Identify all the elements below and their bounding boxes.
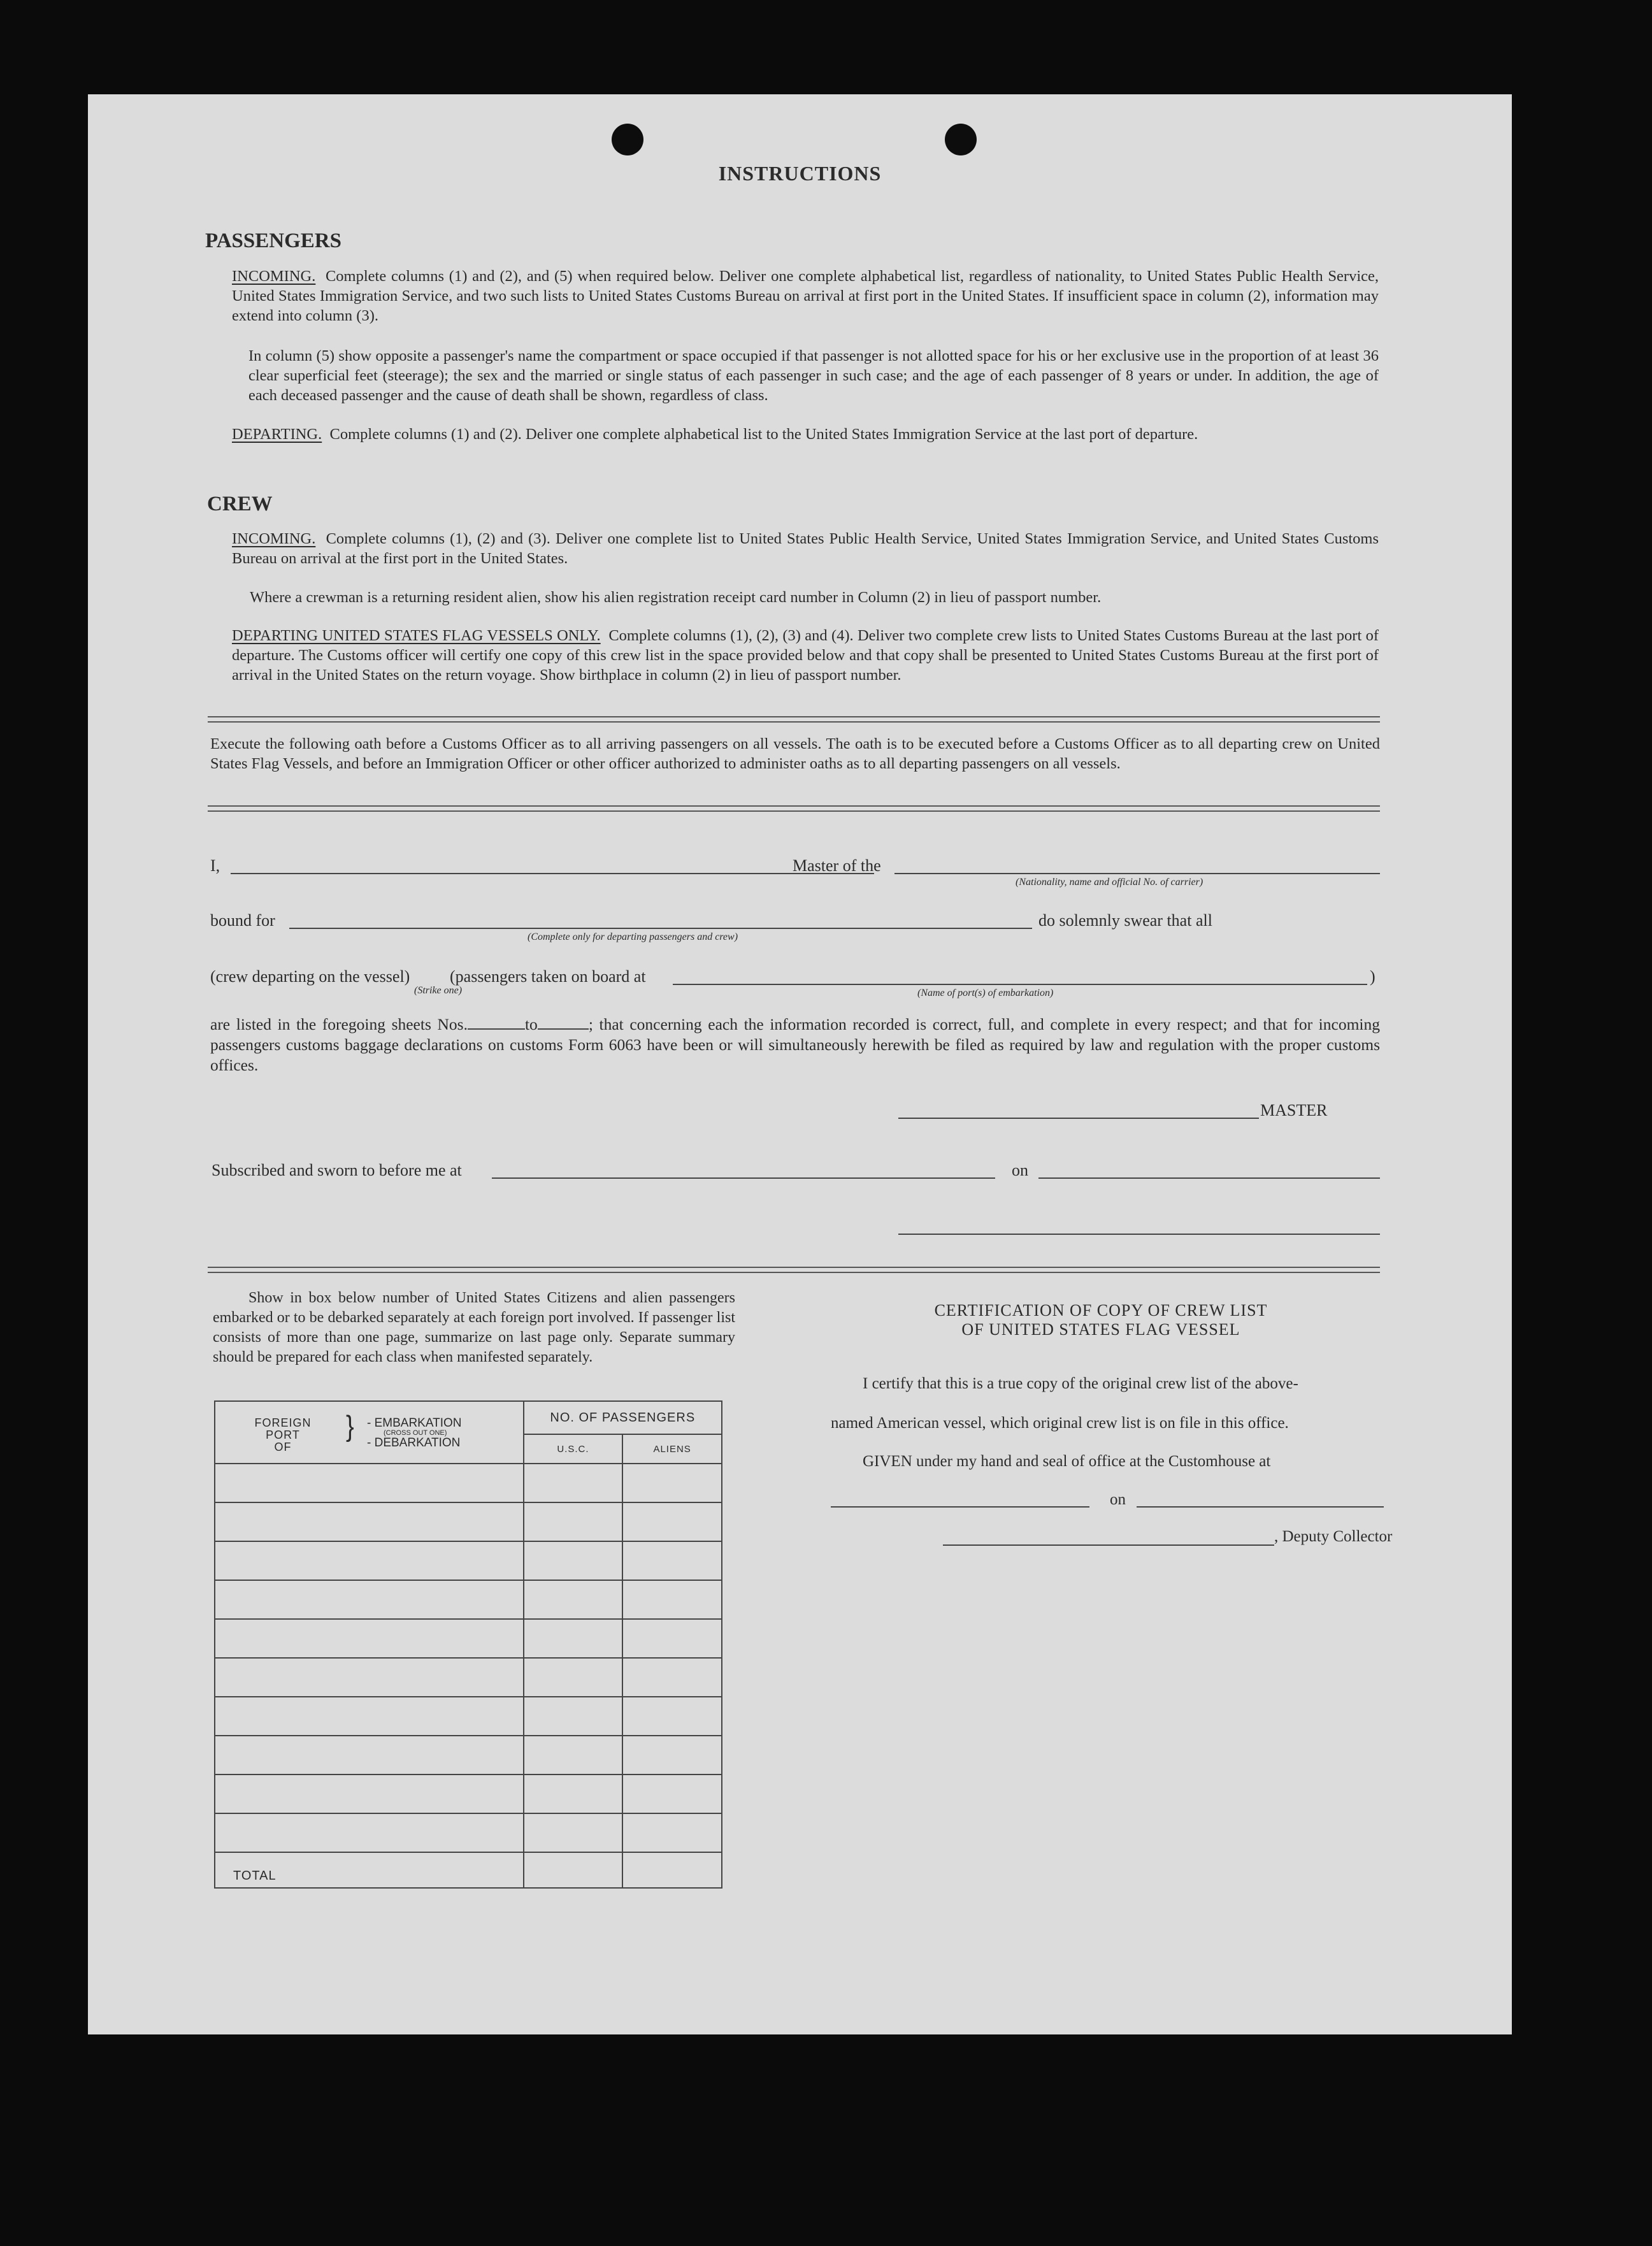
departing-note: (Complete only for departing passengers and crew) xyxy=(528,932,738,942)
port-cell[interactable] xyxy=(215,1813,524,1852)
embark-debark-options xyxy=(367,1417,462,1450)
crew-departing-text: Complete columns (1), (2), (3) and (4). Deliver two complete crew lists to United States Customs Bureau at the last port of departure. The Customs officer will certify one copy of this crew list in the space provided below and that copy shall be presented to United States Customs Bureau at the first port of arrival in the United States on the return voyage. Show birthplace in column (2) in lieu of passport number. xyxy=(232,627,1379,684)
aliens-cell[interactable] xyxy=(622,1658,722,1697)
usc-cell[interactable] xyxy=(524,1541,623,1580)
sheets-to-line[interactable] xyxy=(538,1028,589,1030)
strike-one-note: (Strike one) xyxy=(414,985,463,996)
port-cell[interactable] xyxy=(215,1580,524,1619)
oath-i: I, xyxy=(210,856,220,875)
master-of-the-label: Master of the xyxy=(793,856,881,875)
table-row xyxy=(215,1464,722,1502)
carrier-line[interactable] xyxy=(894,873,1380,874)
sheets-from-line[interactable] xyxy=(468,1028,525,1030)
close-paren: ) xyxy=(1370,967,1375,986)
customhouse-line[interactable] xyxy=(831,1506,1089,1508)
oath-instructions: Execute the following oath before a Customs Officer as to all arriving passengers on all vessels. The oath is to be executed before a Customs Officer as to all departing crew on United States Flag Vessels, and before an Immigration Officer or other officer authorized to administer oaths as to all departing passengers on all vessels. xyxy=(210,735,1380,772)
usc-cell[interactable] xyxy=(524,1464,623,1502)
total-aliens-cell[interactable] xyxy=(622,1852,722,1888)
port-cell[interactable] xyxy=(215,1619,524,1658)
passengers-departing-label: DEPARTING. xyxy=(232,426,322,443)
double-rule xyxy=(208,716,1380,723)
document-page xyxy=(88,94,1512,2034)
listed-paragraph xyxy=(210,1014,1380,1076)
deputy-signature-line[interactable] xyxy=(943,1544,1274,1546)
sworn-on-label: on xyxy=(1012,1161,1028,1179)
cross-out-one-note: (CROSS OUT ONE) xyxy=(384,1429,447,1437)
crew-incoming-paragraph xyxy=(232,529,1379,568)
port-label: PORT xyxy=(266,1429,300,1441)
double-rule xyxy=(208,1267,1380,1273)
ports-line[interactable] xyxy=(673,984,1367,985)
certification-title-1: CERTIFICATION OF COPY OF CREW LIST xyxy=(934,1301,1268,1320)
crew-heading: CREW xyxy=(207,493,273,515)
certify-line-2: named American vessel, which original crew list is on file in this office. xyxy=(831,1415,1289,1432)
listed-rest: ; that concerning each the information recorded is correct, full, and complete in every respect; and that for incoming passengers customs baggage declarations on customs Form 6063 have been or will simultaneously herewith be filed as required by law and regulation with the proper customs offices. xyxy=(210,1015,1380,1074)
summary-instructions: Show in box below number of United States Citizens and alien passengers embarked or to be debarked separately at each foreign port involved. If passenger list consists of more than one page, summarize on last page only. Separate summary should be prepared for each class when manifested separately. xyxy=(213,1290,735,1365)
usc-cell[interactable] xyxy=(524,1774,623,1813)
passengers-taken-option: (passengers taken on board at xyxy=(450,967,646,986)
bound-for-line[interactable] xyxy=(289,928,1032,929)
port-cell[interactable] xyxy=(215,1658,524,1697)
foreign-label: FOREIGN xyxy=(254,1416,312,1429)
usc-cell[interactable] xyxy=(524,1658,623,1697)
officer-signature-line[interactable] xyxy=(898,1234,1380,1235)
usc-cell[interactable] xyxy=(524,1813,623,1852)
crew-incoming-text: Complete columns (1), (2) and (3). Deliver one complete list to United States Public Health Service, United States Immigration Service, and United States Customs Bureau on arrival at the first port in the United States. xyxy=(232,530,1379,567)
table-row xyxy=(215,1658,722,1697)
port-cell[interactable] xyxy=(215,1736,524,1774)
port-cell[interactable] xyxy=(215,1541,524,1580)
summary-rows xyxy=(215,1464,722,1852)
table-row xyxy=(215,1619,722,1658)
usc-cell[interactable] xyxy=(524,1736,623,1774)
aliens-header: ALIENS xyxy=(622,1434,722,1464)
punch-hole-left xyxy=(612,124,643,155)
certification-date-line[interactable] xyxy=(1137,1506,1384,1508)
listed-prefix: are listed in the foregoing sheets Nos. xyxy=(210,1015,468,1033)
passengers-incoming-paragraph xyxy=(232,266,1379,326)
sworn-place-line[interactable] xyxy=(492,1177,995,1179)
table-row xyxy=(215,1541,722,1580)
total-label: TOTAL xyxy=(215,1852,524,1888)
crew-departing-paragraph xyxy=(232,626,1379,685)
swear-text: do solemnly swear that all xyxy=(1038,911,1212,930)
master-label: MASTER xyxy=(1260,1101,1328,1119)
aliens-cell[interactable] xyxy=(622,1541,722,1580)
usc-cell[interactable] xyxy=(524,1619,623,1658)
bound-for-label: bound for xyxy=(210,911,275,930)
aliens-cell[interactable] xyxy=(622,1813,722,1852)
table-row xyxy=(215,1774,722,1813)
nationality-note: (Nationality, name and official No. of carrier) xyxy=(1016,877,1203,888)
passengers-column5-paragraph: In column (5) show opposite a passenger's name the compartment or space occupied if that passenger is not allotted space for his or her exclusive use in the proportion of at least 36 clear superficial feet (steerage); the sex and the married or single status of each passenger in such case; and the age of each passenger of 8 years or under. In addition, the age of each deceased passenger and the cause of death shall be shown, regardless of class. xyxy=(248,347,1379,404)
crew-incoming-label: INCOMING. xyxy=(232,530,316,547)
table-row xyxy=(215,1813,722,1852)
certification-title-2: OF UNITED STATES FLAG VESSEL xyxy=(961,1320,1240,1339)
port-header-cell xyxy=(215,1401,524,1464)
table-row xyxy=(215,1580,722,1619)
port-cell[interactable] xyxy=(215,1502,524,1541)
passengers-incoming-text: Complete columns (1) and (2), and (5) when required below. Deliver one complete alphabetical list, regardless of nationality, to United States Public Health Service, United States Immigration Service, and two such lists to United States Customs Bureau on arrival at first port in the United States. If insufficient space in column (2), information may extend into column (3). xyxy=(232,268,1379,324)
punch-hole-right xyxy=(945,124,977,155)
crew-departing-label: DEPARTING UNITED STATES FLAG VESSELS ONLY. xyxy=(232,627,601,644)
table-row xyxy=(215,1502,722,1541)
aliens-cell[interactable] xyxy=(622,1697,722,1736)
subscribed-label: Subscribed and sworn to before me at xyxy=(212,1161,462,1179)
crew-resident-paragraph: Where a crewman is a returning resident alien, show his alien registration receipt card number in Column (2) in lieu of passport number. xyxy=(250,589,1102,606)
usc-cell[interactable] xyxy=(524,1697,623,1736)
given-line: GIVEN under my hand and seal of office at the Customhouse at xyxy=(863,1453,1271,1470)
total-usc-cell[interactable] xyxy=(524,1852,623,1888)
aliens-cell[interactable] xyxy=(622,1774,722,1813)
certification-on-label: on xyxy=(1110,1491,1126,1508)
brace-icon: } xyxy=(346,1410,354,1443)
port-cell[interactable] xyxy=(215,1464,524,1502)
port-cell[interactable] xyxy=(215,1774,524,1813)
aliens-cell[interactable] xyxy=(622,1464,722,1502)
aliens-cell[interactable] xyxy=(622,1502,722,1541)
passengers-departing-paragraph xyxy=(232,424,1379,444)
master-signature-line[interactable] xyxy=(898,1118,1259,1119)
aliens-cell[interactable] xyxy=(622,1736,722,1774)
aliens-cell[interactable] xyxy=(622,1580,722,1619)
listed-to: to xyxy=(524,1015,538,1033)
of-label: OF xyxy=(274,1441,292,1453)
aliens-cell[interactable] xyxy=(622,1619,722,1658)
page-title: INSTRUCTIONS xyxy=(718,162,882,185)
port-cell[interactable] xyxy=(215,1697,524,1736)
table-row xyxy=(215,1736,722,1774)
foreign-port-of xyxy=(251,1417,315,1453)
embarkation-option: - EMBARKATION xyxy=(367,1416,462,1430)
double-rule xyxy=(208,805,1380,812)
passengers-departing-text: Complete columns (1) and (2). Deliver one complete alphabetical list to the United States Immigration Service at the last port of departure. xyxy=(329,426,1198,443)
passenger-summary-table xyxy=(214,1400,722,1889)
deputy-collector-label: , Deputy Collector xyxy=(1274,1528,1393,1545)
master-name-line[interactable] xyxy=(231,873,874,874)
debarkation-option: - DEBARKATION xyxy=(367,1436,461,1450)
certify-line-1: I certify that this is a true copy of the original crew list of the above- xyxy=(863,1375,1298,1392)
passengers-heading: PASSENGERS xyxy=(205,229,341,252)
usc-cell[interactable] xyxy=(524,1502,623,1541)
usc-cell[interactable] xyxy=(524,1580,623,1619)
sworn-date-line[interactable] xyxy=(1038,1177,1380,1179)
passengers-incoming-label: INCOMING. xyxy=(232,268,316,285)
crew-departing-option: (crew departing on the vessel) xyxy=(210,967,410,986)
no-of-passengers-header: NO. OF PASSENGERS xyxy=(524,1401,722,1434)
ports-note: (Name of port(s) of embarkation) xyxy=(917,988,1054,998)
usc-header: U.S.C. xyxy=(524,1434,623,1464)
table-row xyxy=(215,1697,722,1736)
